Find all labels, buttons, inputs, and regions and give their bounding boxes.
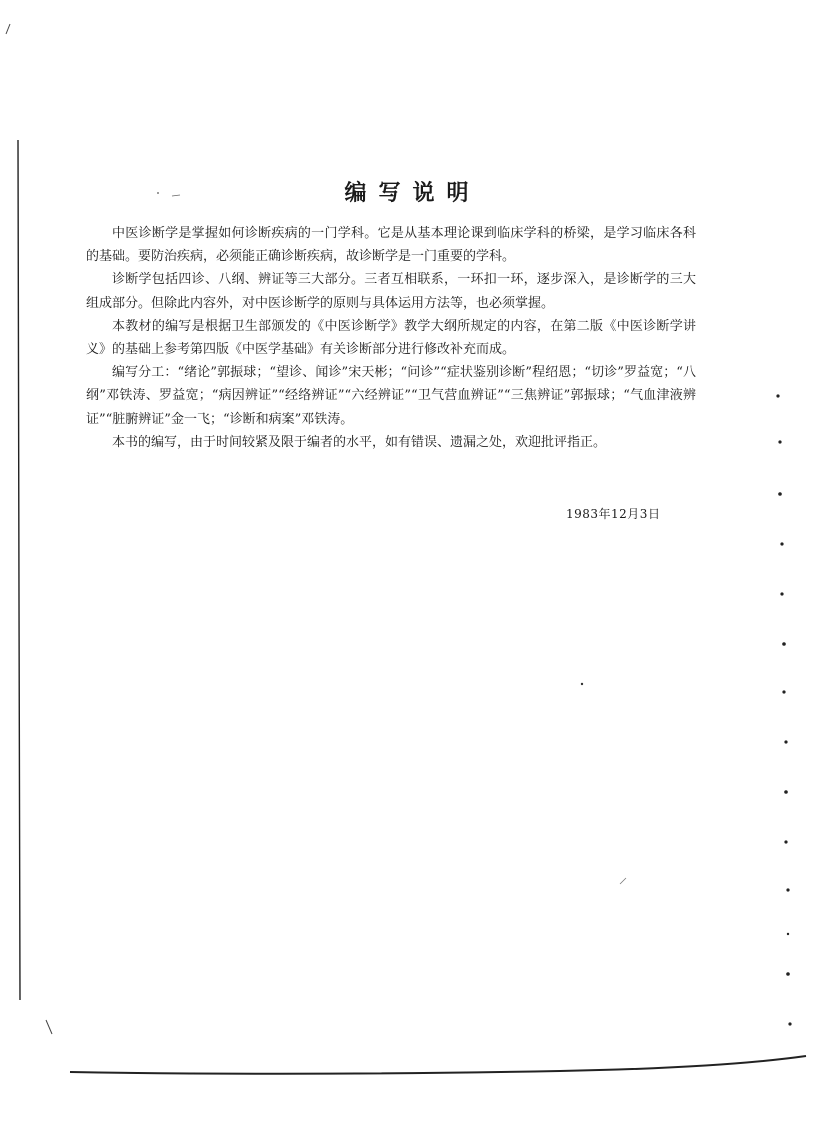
paragraph-closing: 本书的编写，由于时间较紧及限于编者的水平，如有错误、遗漏之处，欢迎批评指正。 bbox=[112, 434, 607, 450]
margin-dot bbox=[782, 642, 786, 646]
left-edge-line bbox=[18, 140, 20, 1000]
top-left-mark bbox=[6, 24, 10, 34]
bottom-left-mark bbox=[46, 1020, 52, 1034]
document-date: 1983年12月3日 bbox=[566, 507, 661, 521]
margin-dot bbox=[778, 440, 781, 443]
margin-dot bbox=[786, 972, 790, 976]
speck bbox=[581, 683, 583, 685]
margin-dot bbox=[780, 592, 783, 595]
paragraph-authors: 编写分工：“绪论”郭振球；“望诊、闻诊”宋天彬；“问诊”“症状鉴别诊断”程绍恩；“切诊”罗益宽；“八纲”邓铁涛、罗益宽；“病因辨证”“经络辨证”“六经辨证”“卫气营血辨证”“三焦辨证”郭振球；“气血津液辨证”“脏腑辨证”金一飞；“诊断和病案”邓铁涛。 bbox=[86, 365, 696, 427]
margin-dot bbox=[780, 542, 783, 545]
margin-dot bbox=[786, 888, 789, 891]
margin-dot bbox=[776, 394, 779, 397]
margin-dot bbox=[787, 933, 789, 935]
margin-dot bbox=[784, 740, 787, 743]
bottom-edge-line bbox=[70, 1056, 806, 1074]
page-title: 编写说明 bbox=[344, 180, 481, 206]
paragraph-components: 诊断学包括四诊、八纲、辨证等三大部分。三者互相联系，一环扣一环，逐步深入，是诊断学的三大组成部分。但除此内容外，对中医诊断学的原则与具体运用方法等，也必须掌握。 bbox=[86, 272, 696, 311]
speck-line bbox=[620, 878, 626, 884]
document-body bbox=[86, 222, 696, 454]
paragraph-basis: 本教材的编写是根据卫生部颁发的《中医诊断学》教学大纲所规定的内容，在第二版《中医诊断学讲义》的基础上参考第四版《中医学基础》有关诊断部分进行修改补充而成。 bbox=[86, 318, 696, 358]
margin-dot bbox=[784, 790, 788, 794]
margin-dot bbox=[788, 1022, 791, 1025]
margin-dot bbox=[778, 492, 782, 496]
margin-dot bbox=[782, 690, 785, 693]
paragraph-intro: 中医诊断学是掌握如何诊断疾病的一门学科。它是从基本理论课到临床学科的桥梁，是学习临床各科的基础。要防治疾病，必须能正确诊断疾病，故诊断学是一门重要的学科。 bbox=[86, 226, 696, 265]
margin-dot bbox=[784, 840, 787, 843]
